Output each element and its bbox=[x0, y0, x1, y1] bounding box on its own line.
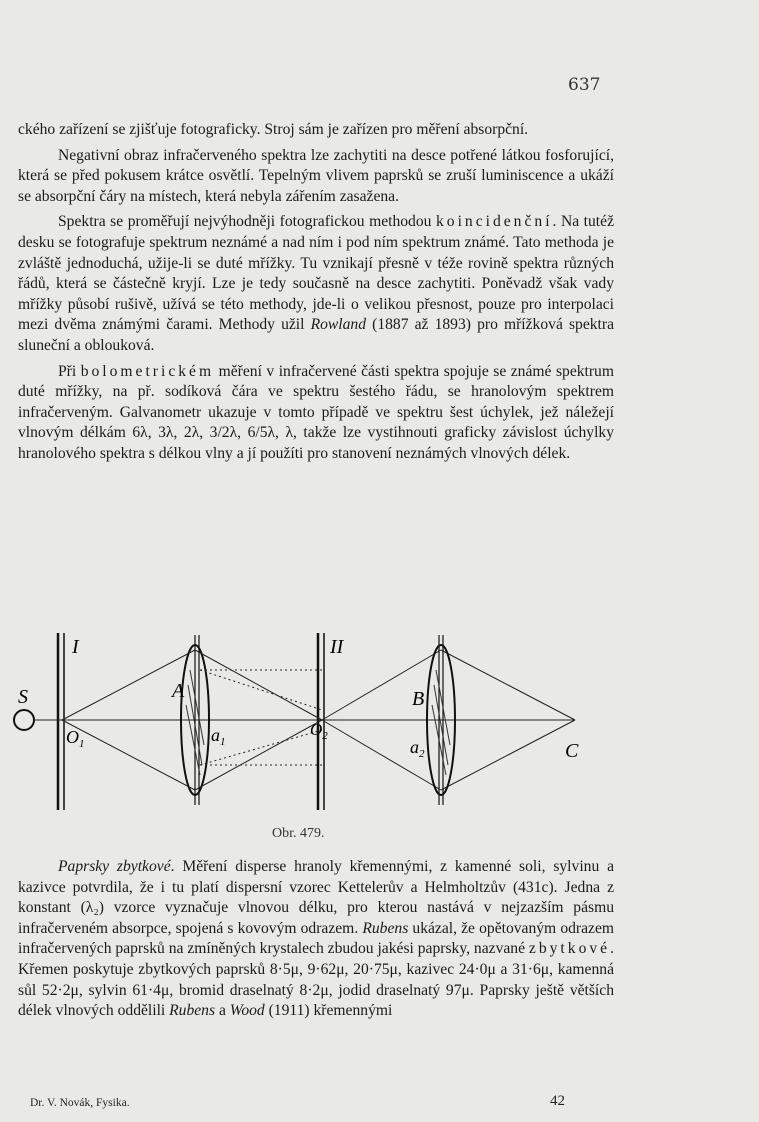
para4-spaced-term: bolometrickém bbox=[80, 362, 215, 380]
para3-text-e: (1887 až 1893) pro mřížková spektra sluneční a oblouková. bbox=[18, 316, 615, 354]
optics-figure bbox=[0, 625, 759, 850]
a2-label: $a_2$ bbox=[410, 737, 425, 760]
upper-text bbox=[18, 120, 614, 470]
page-number: 637 bbox=[568, 75, 601, 95]
para3-spaced-term: koincidenční bbox=[435, 213, 553, 231]
para5-heading: Paprsky zbytkové bbox=[58, 858, 171, 875]
paragraph-4 bbox=[18, 362, 614, 465]
para5-text-b: . Měření disperse hranoly křemennými, z kamenné soli, sylvinu a kazivce potvrdila, že i tu platí dispersní vzorec Kettelerův a Helmholtzův (431c). Jedna z konstant (λ₂) vzorce vyznačuje vlnovou délku, pro kterou nastává v nejzazším pásmu infračerveném absorpce, spojená s kovovým odrazem. bbox=[18, 858, 614, 937]
lens-A-label: A bbox=[172, 680, 185, 702]
O1-label: $O_1$ bbox=[66, 727, 85, 750]
para5-text-j: (1911) křemennými bbox=[264, 1002, 393, 1020]
para5-name-wood: Wood bbox=[229, 1002, 265, 1020]
paragraph-2: Negativní obraz infračerveného spektra lze zachytiti na desce potřené látkou fosforující, která se před pokusem krátce osvětlí. Tepelným vlivem paprsků se zruší luminiscence a ukáží se absorpční čáry na místech, která nebyla zářením zasažena. bbox=[18, 146, 614, 205]
source-S-label: S bbox=[18, 686, 28, 708]
para5-spaced-term: zbytkové bbox=[528, 940, 611, 958]
screen-II-label: II bbox=[330, 636, 344, 658]
para4-text-a: Při bbox=[58, 362, 81, 380]
a1-label: $a_1$ bbox=[211, 725, 226, 748]
para5-name-rubens: Rubens bbox=[362, 919, 409, 937]
lens-B-label: B bbox=[412, 688, 425, 710]
para4-text-c: měření v infračervené části spektra spojuje se známé spektrum duté mřížky, na př. sodíková čára ve spektru šestého řádu, se hranolovým spektrem infračerveným. Galvanometr ukazuje v tomto případě ve spektru šest úchylek, jež náležejí vlnovým délkám 6λ, 3λ, 2λ, 3/2λ, 6/5λ, λ, takže lze vystihnouti graficky závislost úchylky hranolového spektra s délkou vlny a jí použíti pro stanovení neznámých vlnových délek. bbox=[18, 362, 614, 462]
point-C-label: C bbox=[565, 740, 579, 762]
para3-text-c: . Na tutéž desku se fotografuje spektrum neznámé a nad ním i pod ním spektrum známé. Tato methoda je zvláště jednoduchá, užije-li se duté mřížky. Tu vznikají přesně v téže rovině spektra různých řádů, která se částečně kryjí. Lze je tedy současně na desce zachytiti. Poněvadž však vady mřížky působí rušivě, užívá se této methody, jde-li o velikou přesnost, pouze pro interpolaci mezi dvěma známými čarami. Methody užil bbox=[18, 213, 614, 334]
screen-I-label: I bbox=[72, 636, 79, 658]
paragraph-5 bbox=[18, 857, 614, 1022]
para5-text-d: ukázal, že opětovaným odrazem infračervených paprsků na zmíněných krystalech zbudou jakési paprsky, nazvané bbox=[18, 919, 614, 958]
paragraph-3 bbox=[18, 212, 614, 356]
paragraph-1: ckého zařízení se zjišťuje fotograficky. Stroj sám je zařízen pro měření absorpční. bbox=[18, 121, 529, 138]
para3-name-rowland: Rowland bbox=[310, 316, 367, 334]
para5-text-f: . Křemen poskytuje zbytkových paprsků 8·5μ, 9·62μ, 20·75μ, kazivec 24·0μ a 31·6μ, kamenná sůl 52·2μ, sylvin 61·4μ, bromid draselnatý 8·2μ, jodid draselnatý 97μ. Paprsky ještě větších délek vlnových oddělili bbox=[18, 940, 614, 1020]
para5-text-h: a bbox=[215, 1002, 230, 1020]
footer-sheet-number: 42 bbox=[550, 1093, 565, 1109]
para5-name-rubens-2: Rubens bbox=[169, 1002, 216, 1020]
footer-author: Dr. V. Novák, Fysika. bbox=[30, 1097, 130, 1109]
figure-caption: Obr. 479. bbox=[272, 826, 325, 841]
para3-text-a: Spektra se proměřují nejvýhodněji fotografickou methodou bbox=[58, 213, 436, 231]
lower-text bbox=[18, 857, 614, 1027]
O2-label: $O_2$ bbox=[310, 720, 328, 742]
